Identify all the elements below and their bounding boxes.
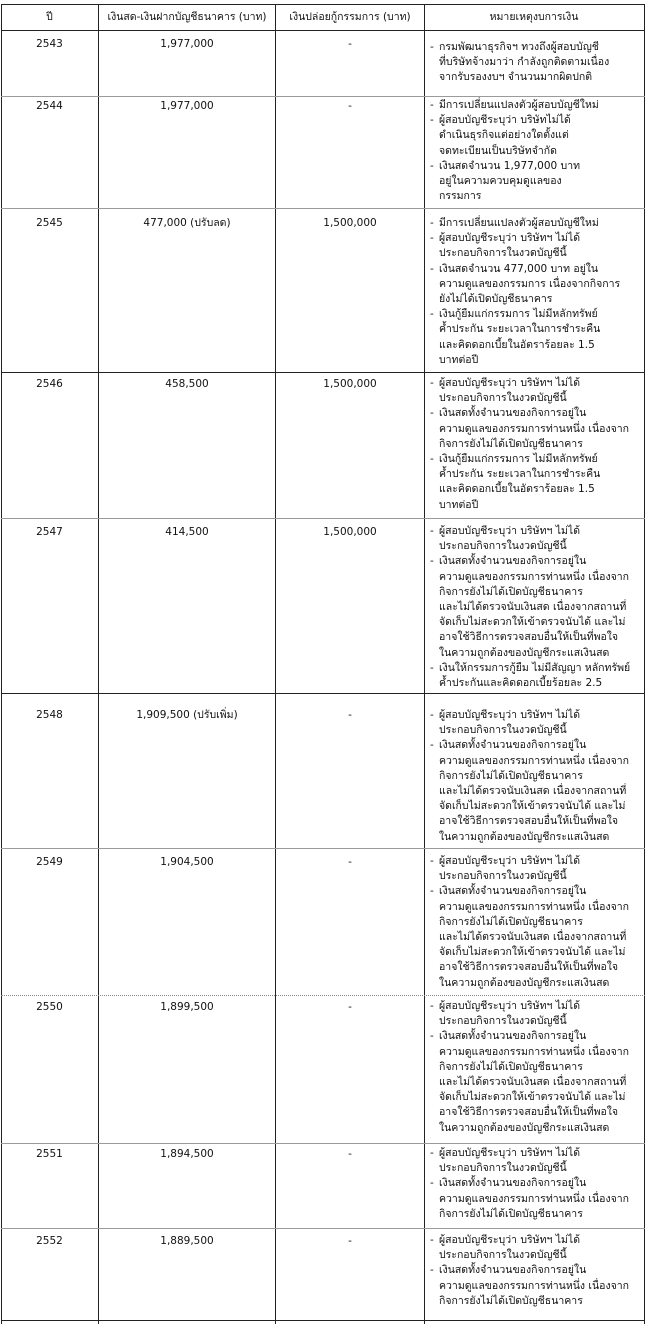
loan-cell: - [348,100,352,112]
loan-cell: 1,500,000 [323,217,377,229]
loan-cell: - [348,1148,352,1160]
note-item: - ผู้สอบบัญชีระบุว่า บริษัทไม่ได้ ดำเนินธุรกิจแต่อย่างใดตั้งแต่ จดทะเบียนเป็นบริษัทจำกัด [430,113,646,159]
loan-cell: - [348,38,352,50]
note-item: - มีการเปลี่ยนแปลงตัวผู้สอบบัญชีใหม่ [430,98,646,113]
loan-cell: - [348,856,352,868]
year-cell: 2543 [36,38,63,50]
note-cell [426,376,646,513]
note-cell [426,524,646,691]
row-divider [1,693,645,694]
note-cell [426,216,646,368]
header-bottom-border [1,30,645,31]
cash-cell: 1,889,500 [160,1235,214,1247]
loan-cell: 1,500,000 [323,526,377,538]
note-item: - ผู้สอบบัญชีระบุว่า บริษัทฯ ไม่ได้ ประกอบกิจการในงวดบัญชีนี้ [430,376,646,406]
loan-cell: - [348,709,352,721]
col-border-year-cash [98,4,99,1324]
note-item: - กรมพัฒนาธุรกิจฯ ทวงถึงผู้สอบบัญชี ที่บริษัทจ้างมาว่า กำลังถูกติดตามเนื่อง จากรับรองงบฯ จำนวนมากผิดปกติ [430,40,646,86]
note-item: - เงินสดทั้งจำนวนของกิจการอยู่ใน ความดูแลของกรรมการท่านหนึ่ง เนื่องจาก กิจการยังไม่ได้เปิดบัญชีธนาคาร [430,1176,646,1222]
note-cell [426,98,646,204]
cash-cell: 458,500 [165,378,209,390]
year-cell: 2549 [36,856,63,868]
note-cell [426,999,646,1136]
year-cell: 2544 [36,100,63,112]
note-item: - เงินสดทั้งจำนวนของกิจการอยู่ใน ความดูแลของกรรมการท่านหนึ่ง เนื่องจาก กิจการยังไม่ได้เปิดบัญชีธนาคาร [430,406,646,452]
row-divider [1,1228,645,1229]
note-item: - ผู้สอบบัญชีระบุว่า บริษัทฯ ไม่ได้ ประกอบกิจการในงวดบัญชีนี้ [430,999,646,1029]
row-divider [1,995,645,996]
col-border-left [1,4,2,1324]
cash-cell: 1,977,000 [160,100,214,112]
row-divider [1,372,645,373]
note-cell [426,1233,646,1309]
year-cell: 2547 [36,526,63,538]
note-cell [426,854,646,991]
note-cell [426,1146,646,1222]
table-bottom-border [1,1320,645,1321]
note-item: - เงินสดจำนวน 1,977,000 บาท อยู่ในความควบคุมดูแลของ กรรมการ [430,159,646,205]
note-item: - เงินสดจำนวน 477,000 บาท อยู่ใน ความดูแลของกรรมการ เนื่องจากกิจการ ยังไม่ได้เปิดบัญชีธนาคาร [430,262,646,308]
note-item: - มีการเปลี่ยนแปลงตัวผู้สอบบัญชีใหม่ [430,216,646,231]
header-cash: เงินสด-เงินฝากบัญชีธนาคาร (บาท) [107,11,267,23]
note-item: - เงินสดทั้งจำนวนของกิจการอยู่ใน ความดูแลของกรรมการท่านหนึ่ง เนื่องจาก กิจการยังไม่ได้เปิดบัญชีธนาคาร และไม่ได้ตรวจนับเงินสด เนื่องจากสถานที่ จัดเก็บไม่สะดวกให้เข้าตรวจนับได้ และไม่ อาจใช้วิธีการตรวจสอบอื่นให้เป็นที่พอใจ ในความถูกต้องของบัญชีกระแสเงินสด [430,738,646,844]
note-cell [426,40,646,86]
year-cell: 2551 [36,1148,63,1160]
row-divider [1,208,645,209]
row-divider [1,848,645,849]
cash-cell: 1,977,000 [160,38,214,50]
note-item: - เงินกู้ยืมแก่กรรมการ ไม่มีหลักทรัพย์ ค้ำประกัน ระยะเวลาในการชำระคืน และคิดดอกเบี้ยในอัตราร้อยละ 1.5 บาทต่อปี [430,307,646,368]
row-divider [1,1143,645,1144]
col-border-loan-note [424,4,425,1324]
note-item: - เงินให้กรรมการกู้ยืม ไม่มีสัญญา หลักทรัพย์ ค้ำประกันและคิดดอกเบี้ยร้อยละ 2.5 [430,661,646,691]
note-item: - เงินสดทั้งจำนวนของกิจการอยู่ใน ความดูแลของกรรมการท่านหนึ่ง เนื่องจาก กิจการยังไม่ได้เปิดบัญชีธนาคาร และไม่ได้ตรวจนับเงินสด เนื่องจากสถานที่ จัดเก็บไม่สะดวกให้เข้าตรวจนับได้ และไม่ อาจใช้วิธีการตรวจสอบอื่นให้เป็นที่พอใจ ในความถูกต้องของบัญชีกระแสเงินสด [430,884,646,990]
cash-cell: 1,904,500 [160,856,214,868]
note-item: - ผู้สอบบัญชีระบุว่า บริษัทฯ ไม่ได้ ประกอบกิจการในงวดบัญชีนี้ [430,1146,646,1176]
cash-cell: 1,909,500 (ปรับเพิ่ม) [136,709,238,721]
table-top-border [1,4,645,5]
loan-cell: 1,500,000 [323,378,377,390]
row-divider [1,96,645,97]
year-cell: 2546 [36,378,63,390]
cash-cell: 414,500 [165,526,209,538]
note-item: - ผู้สอบบัญชีระบุว่า บริษัทฯ ไม่ได้ ประกอบกิจการในงวดบัญชีนี้ [430,854,646,884]
header-year: ปี [46,11,53,23]
cash-cell: 477,000 (ปรับลด) [143,217,231,229]
year-cell: 2552 [36,1235,63,1247]
note-item: - ผู้สอบบัญชีระบุว่า บริษัทฯ ไม่ได้ ประกอบกิจการในงวดบัญชีนี้ [430,524,646,554]
header-loan: เงินปล่อยกู้กรรมการ (บาท) [289,11,411,23]
cash-cell: 1,894,500 [160,1148,214,1160]
header-note: หมายเหตุงบการเงิน [489,11,579,23]
note-item: - เงินสดทั้งจำนวนของกิจการอยู่ใน ความดูแลของกรรมการท่านหนึ่ง เนื่องจาก กิจการยังไม่ได้เปิดบัญชีธนาคาร และไม่ได้ตรวจนับเงินสด เนื่องจากสถานที่ จัดเก็บไม่สะดวกให้เข้าตรวจนับได้ และไม่ อาจใช้วิธีการตรวจสอบอื่นให้เป็นที่พอใจ ในความถูกต้องของบัญชีกระแสเงินสด [430,1029,646,1135]
note-item: - เงินสดทั้งจำนวนของกิจการอยู่ใน ความดูแลของกรรมการท่านหนึ่ง เนื่องจาก กิจการยังไม่ได้เปิดบัญชีธนาคาร [430,1263,646,1309]
loan-cell: - [348,1235,352,1247]
col-border-cash-loan [275,4,276,1324]
year-cell: 2550 [36,1001,63,1013]
cash-cell: 1,899,500 [160,1001,214,1013]
year-cell: 2545 [36,217,63,229]
note-item: - เงินสดทั้งจำนวนของกิจการอยู่ใน ความดูแลของกรรมการท่านหนึ่ง เนื่องจาก กิจการยังไม่ได้เปิดบัญชีธนาคาร และไม่ได้ตรวจนับเงินสด เนื่องจากสถานที่ จัดเก็บไม่สะดวกให้เข้าตรวจนับได้ และไม่ อาจใช้วิธีการตรวจสอบอื่นให้เป็นที่พอใจ ในความถูกต้องของบัญชีกระแสเงินสด [430,554,646,660]
note-item: - ผู้สอบบัญชีระบุว่า บริษัทฯ ไม่ได้ ประกอบกิจการในงวดบัญชีนี้ [430,1233,646,1263]
year-cell: 2548 [36,709,63,721]
row-divider [1,518,645,519]
note-item: - เงินกู้ยืมแก่กรรมการ ไม่มีหลักทรัพย์ ค้ำประกัน ระยะเวลาในการชำระคืน และคิดดอกเบี้ยในอัตราร้อยละ 1.5 บาทต่อปี [430,452,646,513]
note-item: - ผู้สอบบัญชีระบุว่า บริษัทฯ ไม่ได้ ประกอบกิจการในงวดบัญชีนี้ [430,231,646,261]
loan-cell: - [348,1001,352,1013]
note-item: - ผู้สอบบัญชีระบุว่า บริษัทฯ ไม่ได้ ประกอบกิจการในงวดบัญชีนี้ [430,708,646,738]
note-cell [426,708,646,845]
